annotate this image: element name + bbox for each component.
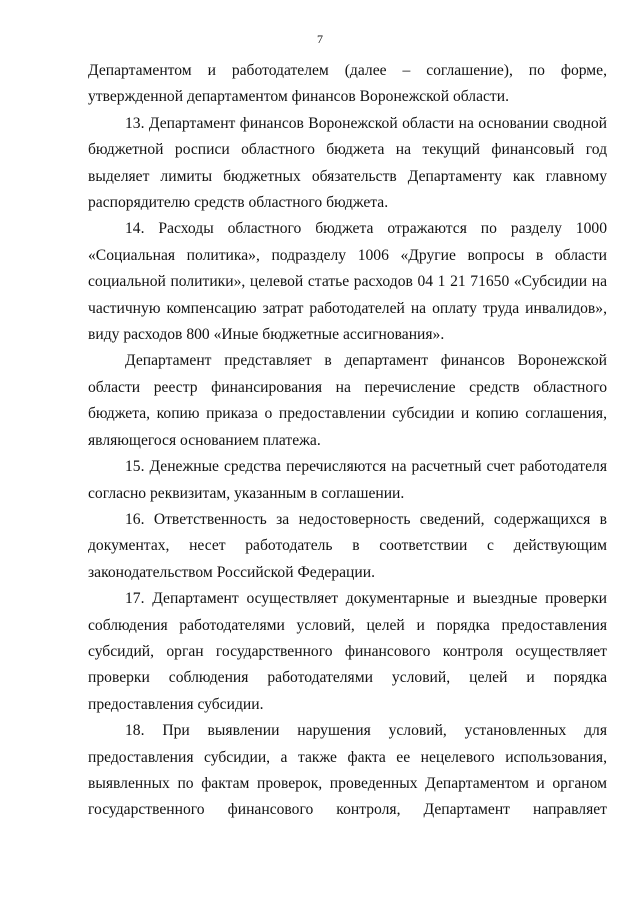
paragraph-continuation: Департаментом и работодателем (далее – соглашение), по форме, утвержденной департаментом финансов Воронежской области. [88,62,607,106]
paragraph-14-registry: Департамент представляет в департамент финансов Воронежской области реестр финансирования на перечисление средств областного бюджета, копию приказа о предоставлении субсидии и копию соглашения, являющегося основанием платежа. [88,352,607,449]
paragraph-18: 18. При выявлении нарушения условий, установленных для предоставления субсидии, а также факта ее нецелевого использования, выявленных по фактам проверок, проведенных Департаментом и органом государственного финансового контроля, Департамент направляет [88,722,607,819]
paragraph-14: 14. Расходы областного бюджета отражаются по разделу 1000 «Социальная политика», подразделу 1006 «Другие вопросы в области социальной политики», целевой статье расходов 04 1 21 71650 «Субсидии на частичную компенсацию затрат работодателей на оплату труда инвалидов», виду расходов 800 «Иные бюджетные ассигнования». [88,220,607,344]
page-number: 7 [317,32,323,46]
document-body [88,58,607,824]
paragraph-16: 16. Ответственность за недостоверность сведений, содержащихся в документах, несет работодатель в соответствии с действующим законодательством Российской Федерации. [88,510,607,581]
paragraph-17: 17. Департамент осуществляет документарные и выездные проверки соблюдения работодателями условий, целей и порядка предоставления субсидий, орган государственного финансового контроля осуществляет проверки соблюдения работодателями условий, целей и порядка предоставления субсидии. [88,590,607,713]
paragraph-13: 13. Департамент финансов Воронежской области на основании сводной бюджетной росписи областного бюджета на текущий финансовый год выделяет лимиты бюджетных обязательств Департаменту как главному распорядителю средств областного бюджета. [88,114,607,212]
paragraph-15: 15. Денежные средства перечисляются на расчетный счет работодателя согласно реквизитам, указанным в соглашении. [88,458,607,502]
